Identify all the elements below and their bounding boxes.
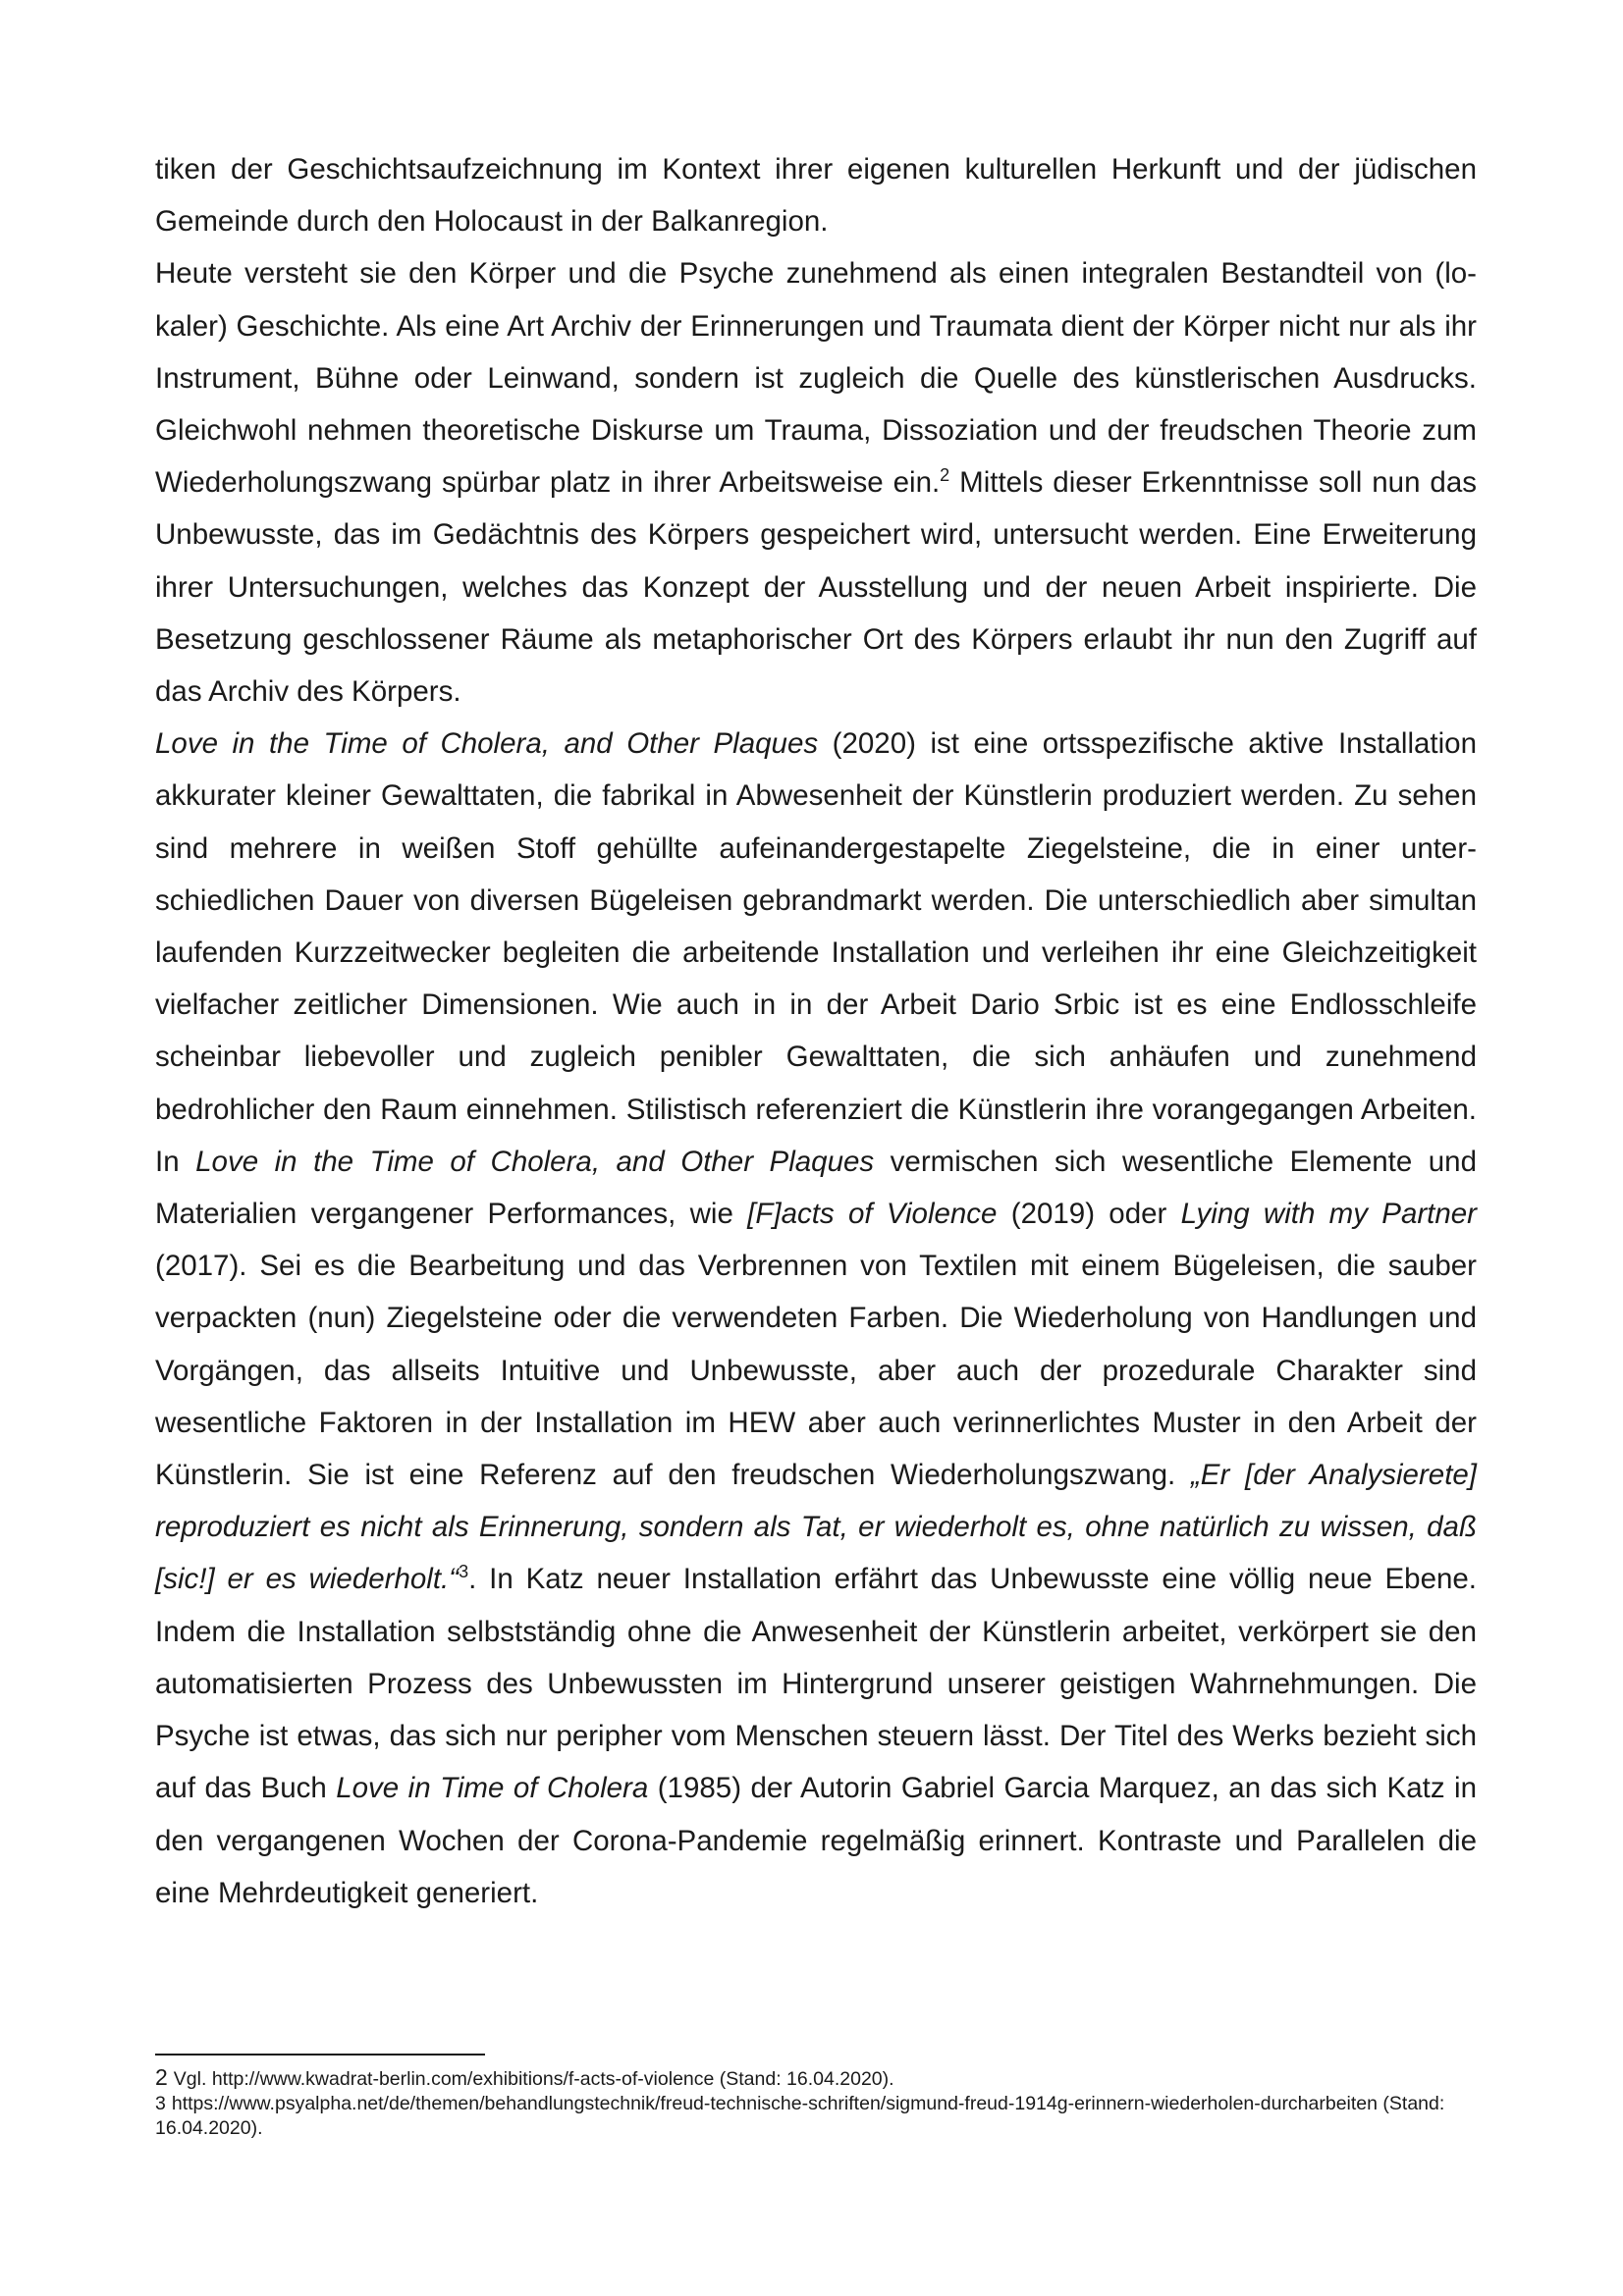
paragraph-3-text-c: (2019) oder	[997, 1198, 1181, 1231]
footnote-divider	[155, 2054, 485, 2056]
paragraph-3-text-e: . In Katz neuer Installation erfährt das Unbewusste eine völlig neue Ebene. Indem die Installation selbstständig ohne die Anwesenheit der Künstlerin arbeitet, verkörpert sie den automatisierten Prozess des Unbewussten im Hintergrund unserer geistigen Wahrnehmungen. Die Psyche ist etwas, das sich nur peripher vom Menschen steuern lässt. Der Titel des Werks bezieht sich auf das Buch	[155, 1563, 1477, 1805]
work-title-love-in-the-time-of-cholera-2: Love in the Time of Cholera, and Other Plaques	[195, 1145, 875, 1178]
paragraph-3-text-b: vermischen sich wesentliche Elemente und Materialien vergangener Performances, wie	[155, 1145, 1477, 1231]
body-text	[155, 143, 1477, 1919]
paragraph-1	[155, 143, 1477, 247]
footnote-ref-3[interactable]: 3	[459, 1562, 469, 1582]
work-title-lying-with-my-partner: Lying with my Partner	[1180, 1198, 1478, 1231]
paragraph-3-text-d: (2017). Sei es die Bearbeitung und das Verbrennen von Textilen mit einem Bügeleisen, die sauber verpackten (nun) Ziegelsteine oder die verwendeten Farben. Die Wiederholung von Handlungen und Vorgängen, das allseits Intuitive und Unbewusste, aber auch der prozedurale Charakter sind wesentliche Faktoren in der Installation im HEW aber auch verinnerlichtes Muster in den Arbeit der Künstlerin. Sie ist eine Referenz auf den freudschen Wiederholungszwang.	[155, 1250, 1477, 1492]
footnote-3	[155, 2092, 1451, 2141]
paragraph-3-text-f: (1985) der Autorin Gabriel Garcia Marquez, an das sich Katz in den vergangenen Wochen der Corona-Pandemie regelmäßig erinnert. Kontraste und Parallelen die eine Mehrdeutigkeit generiert.	[155, 1772, 1477, 1909]
paragraph-1-text: tiken der Geschichtsaufzeichnung im Kontext ihrer eigenen kulturellen Herkunft und der jüdischen Gemeinde durch den Holocaust in der Balkanregion.	[155, 153, 1477, 239]
paragraph-3	[155, 718, 1477, 1919]
footnote-ref-2[interactable]: 2	[940, 465, 950, 486]
work-title-love-in-the-time-of-cholera: Love in the Time of Cholera, and Other Plaques	[155, 727, 819, 761]
paragraph-2	[155, 247, 1477, 718]
book-title-love-in-time-of-cholera: Love in Time of Cholera	[336, 1772, 649, 1805]
footnote-2-number: 2	[155, 2064, 168, 2090]
footnotes	[155, 2065, 1451, 2141]
paragraph-2-text-b: Mittels dieser Erkenntnisse soll nun das Unbewusste, das im Gedächtnis des Körpers gespeichert wird, untersucht werden. Eine Erweiterung ihrer Untersuchungen, welches das Konzept der Ausstellung und der neuen Arbeit inspirierte. Die Besetzung geschlossener Räume als metaphorischer Ort des Körpers erlaubt ihr nun den Zugriff auf das Archiv des Körpers.	[155, 466, 1477, 709]
footnote-2	[155, 2065, 1451, 2092]
work-title-facts-of-violence: [F]acts of Violence	[747, 1198, 998, 1231]
freud-quote: „Er [der Analysierete] reproduziert es nicht als Erinnerung, sondern als Tat, er wiederholt es, ohne natürlich zu wissen, daß [sic!] er es wiederholt.“	[155, 1459, 1477, 1596]
footnote-3-number: 3	[155, 2093, 166, 2114]
paragraph-2-text-a: Heute versteht sie den Körper und die Psyche zunehmend als einen integralen Bestandteil von (lokaler) Geschichte. Als eine Art Archiv der Erinnerungen und Traumata dient der Körper nicht nur als ihr Instrument, Bühne oder Leinwand, sondern ist zugleich die Quelle des künstlerischen Ausdrucks. Gleichwohl nehmen theoretische Diskurse um Trauma, Dissoziation und der freudschen Theorie zum Wiederholungszwang spürbar platz in ihrer Arbeitsweise ein.	[155, 257, 1477, 500]
footnote-3-text[interactable]: https://www.psyalpha.net/de/themen/behandlungstechnik/freud-technische-schriften/sigmund-freud-1914g-erinnern-wiederholen-durcharbeiten (Stand: 16.04.2020).	[155, 2093, 1445, 2139]
footnote-2-text[interactable]: Vgl. http://www.kwadrat-berlin.com/exhibitions/f-acts-of-violence (Stand: 16.04.2020).	[173, 2068, 894, 2090]
paragraph-3-text-a: (2020) ist eine ortsspezifische aktive Installation akkurater kleiner Gewalttaten, die fabrikal in Abwesenheit der Künstlerin produziert werden. Zu sehen sind mehrere in weißen Stoff gehüllte aufeinandergestapelte Ziegelsteine, die in einer unterschiedlichen Dauer von diversen Bügeleisen gebrandmarkt werden. Die unterschiedlich aber simultan laufenden Kurzzeitwecker begleiten die arbeitende Installation und verleihen ihr eine Gleichzeitigkeit vielfacher zeitlicher Dimensionen. Wie auch in in der Arbeit Dario Srbic ist es eine Endlosschleife scheinbar liebevoller und zugleich penibler Gewalttaten, die sich anhäufen und zunehmend bedrohlicher den Raum einnehmen. Stilistisch referenziert die Künstlerin ihre vorangegangen Arbeiten. In	[155, 727, 1477, 1178]
